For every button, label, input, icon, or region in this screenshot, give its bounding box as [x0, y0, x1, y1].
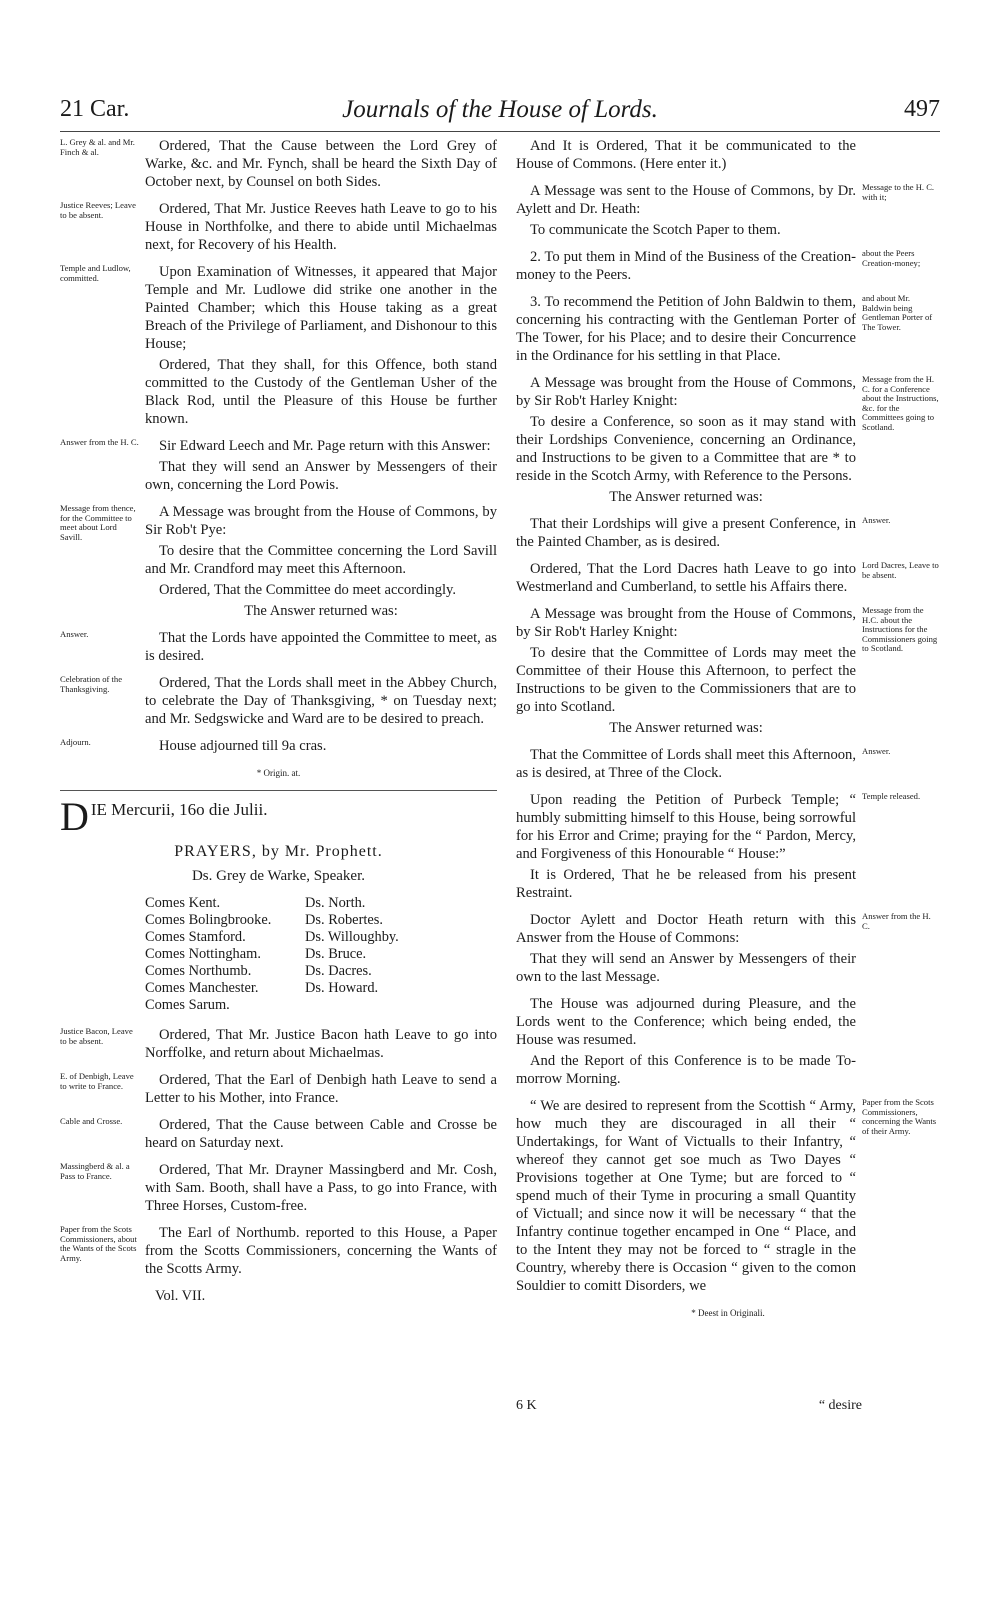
marginal-note: Answer from the H. C.	[60, 437, 139, 447]
entry-paragraph: A Message was sent to the House of Commons, by Dr. Aylett and Dr. Heath:	[516, 183, 856, 217]
left-column	[60, 137, 497, 1305]
marginal-note: Message from the H. C. for a Conference about the Instructions, &c. for the Committees going to Scotland.	[862, 374, 939, 432]
journal-entry	[516, 746, 940, 782]
attendee-name: Comes Kent.	[145, 895, 221, 911]
entry-paragraph: Ordered, That the Lord Dacres hath Leave to go into Westmerland and Cumberland, to settle his Affairs there.	[516, 561, 856, 595]
journal-entry	[516, 248, 940, 284]
attendee-name: Comes Stamford.	[145, 929, 246, 945]
entry-paragraph: Ordered, That they shall, for this Offence, both stand committed to the Custody of the Gentleman Usher of the Black Rod, until the Pleasure of this House be further known.	[145, 357, 497, 427]
marginal-note: Answer.	[862, 746, 891, 756]
entry-paragraph: Ordered, That the Cause between Cable and Crosse be heard on Saturday next.	[145, 1117, 497, 1151]
day-heading	[60, 794, 497, 839]
journal-entry	[60, 1071, 497, 1107]
marginal-note: Paper from the Scots Commissioners, about the Wants of the Scots Army.	[60, 1224, 137, 1263]
entry-body	[145, 1071, 497, 1107]
journal-entry	[60, 137, 497, 191]
entry-body	[145, 137, 497, 191]
entry-paragraph: The Answer returned was:	[609, 489, 763, 505]
entry-body	[516, 293, 856, 365]
entry-body	[145, 1026, 497, 1062]
entry-body	[516, 374, 856, 506]
entry-body	[145, 263, 497, 428]
marginal-note: Massingberd & al. a Pass to France.	[60, 1161, 130, 1181]
entry-body	[145, 737, 497, 755]
attendee-name: Ds. North.	[305, 895, 366, 911]
entry-body	[516, 791, 856, 902]
entry-paragraph: It is Ordered, That he be released from his present Restraint.	[516, 867, 856, 901]
entry-paragraph: “ We are desired to represent from the Scottish “ Army, how much they are discouraged in all their “ Undertakings, for Want of Victualls to their Infantry, “ whereof they cannot get soe much as Two Dayes “ Provisions together at One Tyme; but are forced to “ spend much of their Tyme in procuring a small Quantity of Victuall; and since now it will be necessary “ that the Infantry continue together encamped in One “ Place, and to the Intent they may not be forced to “ stragle in the Country, whereby there is Occasion “ given to the comon Souldier to comitt Disorders, we	[516, 1098, 856, 1294]
marginal-note: Answer from the H. C.	[862, 911, 931, 931]
entry-paragraph: Upon Examination of Witnesses, it appeared that Major Temple and Mr. Ludlowe did strike one another in the Painted Chamber; which this House taking as a great Breach of the Privilege of Parliament, and Dishonour to this House;	[145, 264, 497, 352]
marginal-note: and about Mr. Baldwin being Gentleman Porter of The Tower.	[862, 293, 933, 332]
entry-body	[145, 1161, 497, 1215]
journal-entry	[516, 1097, 940, 1295]
journal-entry	[516, 374, 940, 506]
journal-entry	[516, 791, 940, 902]
entry-paragraph: The Answer returned was:	[609, 720, 763, 736]
entry-body	[516, 248, 856, 284]
marginal-note: Message from thence, for the Committee to meet about Lord Savill.	[60, 503, 136, 542]
marginal-note: Cable and Crosse.	[60, 1116, 123, 1126]
drop-cap: D	[60, 794, 89, 839]
attendee-name: Comes Northumb.	[145, 963, 252, 979]
entry-body	[516, 560, 856, 596]
entry-body	[145, 503, 497, 620]
catchword: “ desire	[818, 1398, 862, 1413]
attendee-name: Comes Manchester.	[145, 980, 259, 996]
entry-body	[516, 182, 856, 239]
entry-body	[516, 137, 856, 173]
entry-body	[516, 995, 856, 1088]
journal-entry	[60, 437, 497, 494]
entry-paragraph: The Answer returned was:	[244, 603, 398, 619]
journal-entry	[60, 737, 497, 755]
running-header	[60, 96, 940, 126]
marginal-note: Justice Reeves; Leave to be absent.	[60, 200, 136, 220]
right-footnote: * Deest in Originali.	[691, 1308, 765, 1318]
entry-body	[145, 674, 497, 728]
entry-paragraph: Upon reading the Petition of Purbeck Temple; “ humbly submitting himself to this House, being sorrowful for his Error and Crime; praying for the “ Pardon, Mercy, and Forgiveness of this Honourable “ House:”	[516, 792, 856, 862]
entry-paragraph: To desire that the Committee concerning the Lord Savill and Mr. Crandford may meet this Afternoon.	[145, 543, 497, 577]
entry-paragraph: Ordered, That the Earl of Denbigh hath Leave to send a Letter to his Mother, into France.	[145, 1072, 497, 1106]
volume-mark: Vol. VII.	[155, 1288, 206, 1304]
journal-entry	[516, 515, 940, 551]
entry-body	[516, 515, 856, 551]
attendee-name: Ds. Bruce.	[305, 946, 367, 962]
entry-body	[516, 911, 856, 986]
attendee-name: Ds. Dacres.	[305, 963, 372, 979]
entry-paragraph: A Message was brought from the House of Commons, by Sir Rob't Harley Knight:	[516, 375, 856, 409]
journal-entry	[60, 674, 497, 728]
journal-entry	[60, 200, 497, 254]
marginal-note: Celebration of the Thanksgiving.	[60, 674, 123, 694]
marginal-note: about the Peers Creation-money;	[862, 248, 921, 268]
entry-paragraph: That they will send an Answer by Messengers of their own to the last Message.	[516, 951, 856, 985]
day-heading-text: IE Mercurii, 16o die Julii.	[90, 800, 268, 819]
entry-paragraph: 2. To put them in Mind of the Business of the Creation-money to the Peers.	[516, 249, 856, 283]
entry-paragraph: The House was adjourned during Pleasure, and the Lords went to the Conference; which being ended, the House was resumed.	[516, 996, 856, 1048]
entry-body	[516, 605, 856, 737]
marginal-note: Answer.	[60, 629, 89, 639]
marginal-note: Paper from the Scots Commissioners, concerning the Wants of their Army.	[862, 1097, 937, 1136]
entry-paragraph: That the Lords have appointed the Committee to meet, as is desired.	[145, 630, 497, 664]
signature-mark: 6 K	[516, 1398, 537, 1413]
marginal-note: Lord Dacres, Leave to be absent.	[862, 560, 939, 580]
entry-paragraph: Ordered, That Mr. Drayner Massingberd and Mr. Cosh, with Sam. Booth, shall have a Pass, to go into France, with Three Horses, Custom-free.	[145, 1162, 497, 1214]
entry-paragraph: A Message was brought from the House of Commons, by Sir Rob't Pye:	[145, 504, 497, 538]
speaker-line: Ds. Grey de Warke, Speaker.	[191, 868, 366, 884]
entry-paragraph: Ordered, That Mr. Justice Reeves hath Leave to go to his House in Northfolke, and there to abide until Michaelmas next, for Recovery of his Health.	[145, 201, 497, 253]
journal-entry	[60, 629, 497, 665]
journal-title: Journals of the House of Lords.	[342, 96, 658, 123]
entry-paragraph: And It is Ordered, That it be communicated to the House of Commons. (Here enter it.)	[516, 138, 856, 172]
journal-entry	[516, 995, 940, 1088]
entry-paragraph: Sir Edward Leech and Mr. Page return with this Answer:	[159, 438, 491, 454]
attendee-name: Comes Nottingham.	[145, 946, 261, 962]
entry-body	[145, 629, 497, 665]
marginal-note: Adjourn.	[60, 737, 91, 747]
attendance-list	[60, 895, 497, 1014]
attendee-name: Ds. Robertes.	[305, 912, 383, 928]
entry-body	[145, 200, 497, 254]
page-number: 497	[904, 96, 940, 122]
marginal-note: Message to the H. C. with it;	[862, 182, 935, 202]
marginal-note: Temple released.	[862, 791, 921, 801]
journal-entry	[516, 911, 940, 986]
marginal-note: Justice Bacon, Leave to be absent.	[60, 1026, 133, 1046]
journal-entry	[60, 503, 497, 620]
journal-entry	[60, 1116, 497, 1152]
journal-entry	[516, 605, 940, 737]
day-separator	[60, 790, 497, 791]
attendee-name: Ds. Howard.	[305, 980, 379, 996]
attendance-col-barons	[305, 895, 485, 1014]
left-entries-2	[60, 1026, 497, 1278]
marginal-note: L. Grey & al. and Mr. Finch & al.	[60, 137, 135, 157]
journal-entry	[516, 560, 940, 596]
entry-paragraph: To desire that the Committee of Lords may meet the Committee of their House this Afternoon, to perfect the Instructions to be given to the Commissioners that are to go into Scotland.	[516, 645, 856, 715]
left-footnote: * Origin. at.	[256, 768, 301, 778]
right-entries	[516, 137, 940, 1295]
entry-paragraph: A Message was brought from the House of Commons, by Sir Rob't Harley Knight:	[516, 606, 856, 640]
journal-entry	[60, 1026, 497, 1062]
entry-body	[516, 1097, 856, 1295]
marginal-note: Temple and Ludlow, committed.	[60, 263, 131, 283]
entry-body	[516, 746, 856, 782]
entry-paragraph: Ordered, That Mr. Justice Bacon hath Leave to go into Norffolke, and return about Michaelmas.	[145, 1027, 497, 1061]
entry-paragraph: To communicate the Scotch Paper to them.	[530, 222, 781, 238]
attendee-name: Ds. Willoughby.	[305, 929, 399, 945]
right-column	[516, 137, 940, 1330]
entry-paragraph: 3. To recommend the Petition of John Baldwin to them, concerning his contracting with the Gentleman Porter of The Tower, for his Place; and to desire their Concurrence in the Ordinance for his settling in that Place.	[516, 294, 856, 364]
journal-entry	[516, 137, 940, 173]
entry-paragraph: House adjourned till 9a cras.	[159, 738, 327, 754]
entry-paragraph: Ordered, That the Committee do meet accordingly.	[159, 582, 457, 598]
entry-body	[145, 1116, 497, 1152]
regnal-year: 21 Car.	[60, 96, 130, 122]
attendee-name: Comes Bolingbrooke.	[145, 912, 272, 928]
entry-paragraph: To desire a Conference, so soon as it may stand with their Lordships Convenience, concerning an Ordinance, and Instructions to be given to a Committee that are * to reside in the Scotch Army, with Reference to the Persons.	[516, 414, 856, 484]
marginal-note: Message from the H.C. about the Instructions for the Commissioners going to Scotland.	[862, 605, 938, 654]
attendance-col-earls	[145, 895, 305, 1014]
entry-paragraph: Ordered, That the Lords shall meet in the Abbey Church, to celebrate the Day of Thanksgiving, * on Tuesday next; and Mr. Sedgswicke and Ward are to be desired to preach.	[145, 675, 497, 727]
marginal-note: E. of Denbigh, Leave to write to France.	[60, 1071, 134, 1091]
entry-paragraph: Ordered, That the Cause between the Lord Grey of Warke, &c. and Mr. Fynch, shall be heard the Sixth Day of October next, by Counsel on both Sides.	[145, 138, 497, 190]
journal-entry	[516, 293, 940, 365]
journal-entry	[516, 182, 940, 239]
attendee-name: Comes Sarum.	[145, 997, 230, 1013]
entry-paragraph: Doctor Aylett and Doctor Heath return with this Answer from the House of Commons:	[516, 912, 856, 946]
journal-entry	[60, 1224, 497, 1278]
journal-entry	[60, 263, 497, 428]
journal-entry	[60, 1161, 497, 1215]
entry-paragraph: That their Lordships will give a present Conference, in the Painted Chamber, as is desired.	[516, 516, 856, 550]
entry-paragraph: The Earl of Northumb. reported to this House, a Paper from the Scotts Commissioners, concerning the Wants of the Scotts Army.	[145, 1225, 497, 1277]
entry-paragraph: That the Committee of Lords shall meet this Afternoon, as is desired, at Three of the Clock.	[516, 747, 856, 781]
entry-paragraph: And the Report of this Conference is to be made To-morrow Morning.	[516, 1053, 856, 1087]
entry-body	[145, 437, 497, 494]
marginal-note: Answer.	[862, 515, 891, 525]
header-rule	[60, 131, 940, 132]
entry-paragraph: That they will send an Answer by Messengers of their own, concerning the Lord Powis.	[145, 459, 497, 493]
entry-body	[145, 1224, 497, 1278]
left-entries	[60, 137, 497, 755]
prayers-line: PRAYERS, by Mr. Prophett.	[174, 843, 383, 860]
